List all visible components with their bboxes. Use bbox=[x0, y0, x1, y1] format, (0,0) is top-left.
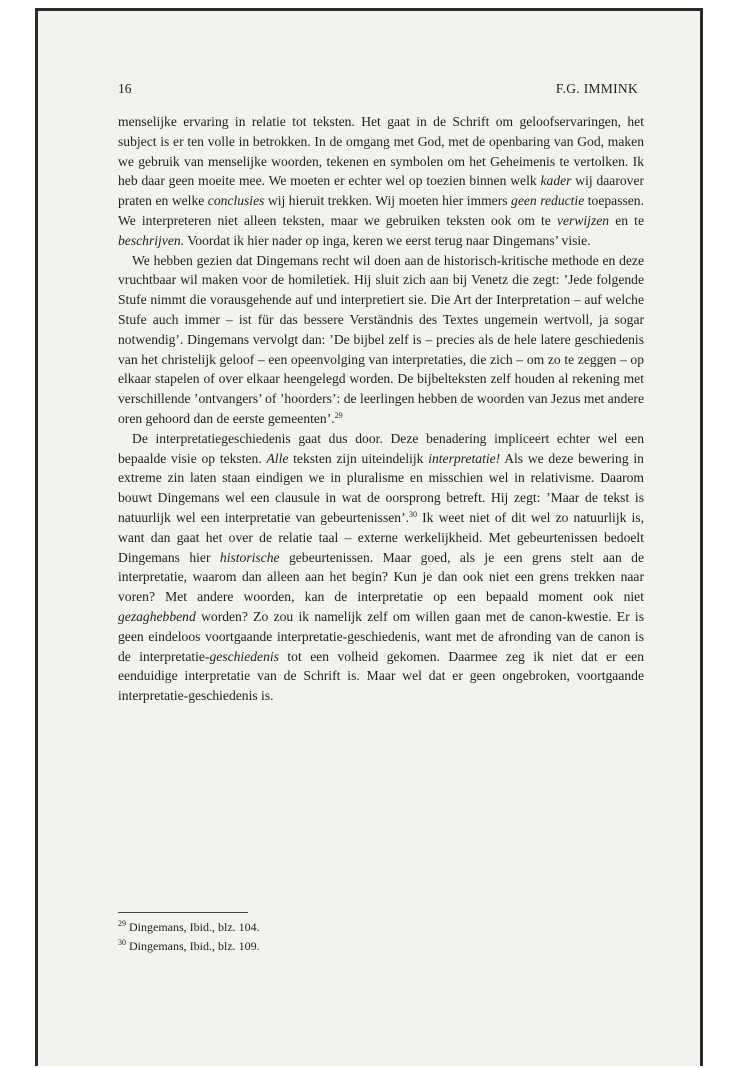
footnote-number: 30 bbox=[118, 938, 126, 947]
text-run: Als we deze bewering in extreme zin laten staan eindigen we in pluralisme en misschien wel in relativisme. Daarom bouwt Dingemans wel een clausule in wat de oorsprong betreft. Hij zegt: ’Maar de tekst is natuurlijk wel een interpretatie van gebeurtenissen’. bbox=[118, 450, 644, 525]
text-run: Ik weet niet of dit wel zo natuurlijk is, want dan gaat het over de relatie taal – externe werkelijkheid. Met gebeurtenissen bedoelt Dingemans hier bbox=[118, 509, 644, 565]
body-text bbox=[118, 112, 644, 706]
footnote-text: Dingemans, Ibid., blz. 104. bbox=[126, 920, 260, 934]
page-header bbox=[118, 81, 638, 99]
footnote-ref-29[interactable]: 29 bbox=[334, 410, 343, 420]
paragraph-2 bbox=[118, 251, 644, 429]
text-run: menselijke ervaring in relatie tot teksten. Het gaat in de Schrift om geloofservaringen, het subject is er ten volle in betrokken. In de omgang met God, met de openbaring van God, maken we gebruik van menselijke woorden, tekenen en symbolen om het Geheimenis te vertolken. Ik heb daar geen moeite mee. We moeten er echter wel op toezien binnen welk bbox=[118, 114, 644, 189]
italic-run: verwijzen bbox=[556, 212, 610, 228]
footnote-29 bbox=[118, 918, 518, 937]
paragraph-3 bbox=[118, 429, 644, 706]
text-run: en te bbox=[609, 212, 644, 228]
italic-run: geen reductie bbox=[511, 193, 585, 209]
text-run: We hebben gezien dat Dingemans recht wil doen aan de historisch-kritische methode en deze vruchtbaar wil maken voor de homiletiek. Hij sluit zich aan bij Venetz die zegt: ’Jede folgende Stufe nimmt die vorausgehende auf und interpretiert sie. Die Art der Interpretation – auf welche Stufe auch immer – ist für das bessere Verständnis des Textes ungemein wertvoll, ja sogar notwendig’. Dingemans vervolgt dan: ’De bijbel zelf is – precies als de hele latere geschiedenis van het christelijk geloof – een opeenvolging van interpretaties, die zich – om zo te zeggen – op elkaar stapelen of over elkaar heengelegd worden. De bijbelteksten zelf houden al rekening met verschillende ’ontvangers’ of ’hoorders’: de leerlingen hebben de woorden van Jezus met andere oren gehoord dan de eerste gemeenten’. bbox=[118, 252, 644, 426]
italic-run: geschiedenis bbox=[209, 648, 279, 664]
text-run: wij daarover praten en welke bbox=[118, 173, 645, 209]
running-head: F.G. IMMINK bbox=[555, 81, 638, 96]
text-run: De interpretatiegeschiedenis gaat dus door. Deze benadering impliceert echter wel een bepaalde visie op teksten. bbox=[118, 430, 644, 466]
text-run: Voordat ik hier nader op inga, keren we eerst terug naar Dingemans’ visie. bbox=[184, 232, 591, 248]
footnote-divider bbox=[118, 912, 248, 913]
text-run: gebeurtenissen. Maar goed, als je een grens stelt aan de interpretatie, waarom dan alleen aan het begin? Kun je dan ook niet een grens trekken naar voren? Met andere woorden, kan de interpretatie op een bepaald moment ook niet bbox=[118, 549, 644, 605]
italic-run: beschrijven. bbox=[118, 232, 185, 248]
text-run: wij hieruit trekken. Wij moeten hier immers bbox=[264, 193, 512, 209]
footnote-ref-30[interactable]: 30 bbox=[409, 509, 417, 519]
text-run: worden? Zo zou ik namelijk zelf om willen gaan met de canon-kwestie. Er is geen eindeloos voortgaande interpretatie-geschiedenis, want met de afronding van de canon is de interpretatie- bbox=[118, 608, 644, 664]
italic-run: gezaghebbend bbox=[118, 608, 196, 624]
italic-run: Alle bbox=[266, 450, 289, 466]
paragraph-1 bbox=[118, 112, 644, 251]
italic-run: interpretatie! bbox=[428, 450, 501, 466]
text-run: teksten zijn uiteindelijk bbox=[288, 450, 429, 466]
footnote-text: Dingemans, Ibid., blz. 109. bbox=[126, 939, 260, 953]
book-page bbox=[35, 8, 703, 1066]
text-run: toepassen. We interpreteren niet alleen teksten, maar we gebruiken teksten ook om te bbox=[118, 193, 645, 228]
footnotes bbox=[118, 918, 518, 956]
page-number: 16 bbox=[118, 81, 132, 96]
italic-run: historische bbox=[219, 549, 280, 565]
footnote-number: 29 bbox=[118, 919, 126, 928]
text-run: tot een volheid gekomen. Daarmee zeg ik niet dat er een eenduidige interpretatie van de Schrift is. Maar wel dat er geen ongebroken, voortgaande interpretatie-geschiedenis is. bbox=[118, 648, 645, 704]
italic-run: kader bbox=[540, 173, 572, 189]
footnote-30 bbox=[118, 937, 518, 956]
italic-run: conclusies bbox=[207, 193, 265, 209]
